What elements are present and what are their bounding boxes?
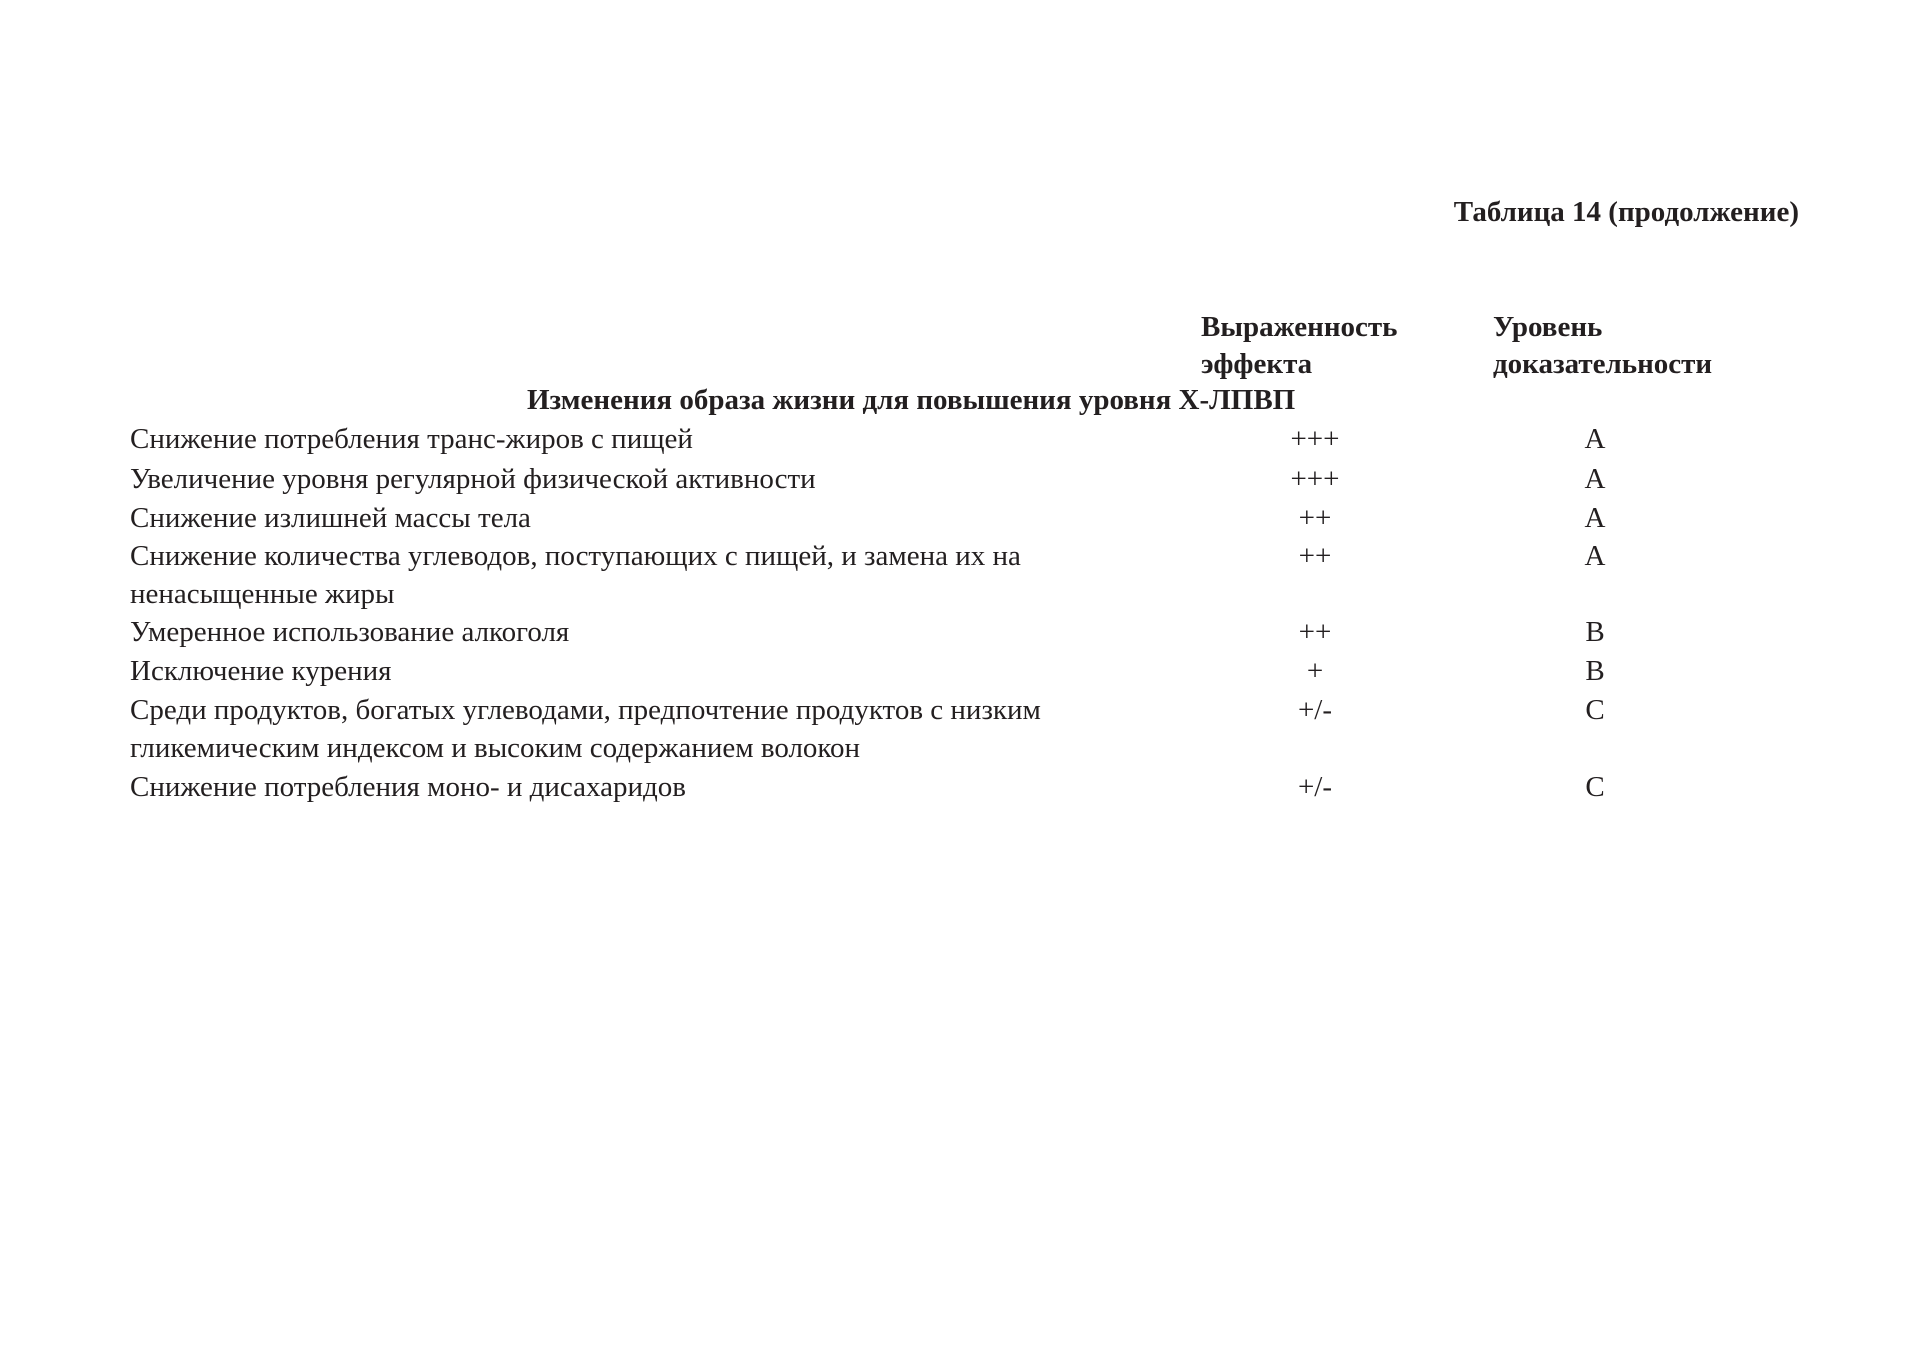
table-row	[130, 768, 1820, 807]
row-evidence: А	[1584, 540, 1606, 572]
row-effect: +/-	[1297, 694, 1333, 726]
row-evidence: А	[1584, 502, 1606, 534]
row-effect: +	[1306, 655, 1324, 687]
row-effect: +++	[1290, 423, 1340, 455]
row-evidence: А	[1584, 463, 1606, 495]
row-effect: ++	[1298, 502, 1332, 534]
row-item: Снижение количества углеводов, поступающих с пищей, и замена их на ненасыщенные жиры	[130, 540, 1021, 610]
table-row	[130, 613, 1820, 652]
row-item: Умеренное использование алкоголя	[130, 616, 570, 648]
row-item: Среди продуктов, богатых углеводами, предпочтение продуктов с низким гликемическим индексом и высоким содержанием волокон	[130, 694, 1041, 764]
row-evidence: С	[1585, 694, 1605, 726]
row-evidence: В	[1585, 616, 1605, 648]
row-effect: +/-	[1297, 771, 1333, 803]
header-evidence	[1493, 309, 1793, 383]
table-row	[130, 691, 1820, 768]
row-item: Снижение излишней массы тела	[130, 502, 531, 534]
table-row	[130, 652, 1820, 691]
row-effect: ++	[1298, 540, 1332, 572]
header-evidence-line2: доказательности	[1493, 348, 1713, 380]
row-effect: ++	[1298, 616, 1332, 648]
row-evidence: В	[1585, 655, 1605, 687]
section-title: Изменения образа жизни для повышения уровня Х-ЛПВП	[527, 384, 1296, 416]
row-effect: +++	[1290, 463, 1340, 495]
row-evidence: А	[1584, 423, 1606, 455]
header-effect-line2: эффекта	[1201, 348, 1313, 380]
table-row	[130, 420, 1820, 460]
header-effect	[1201, 309, 1461, 383]
row-item: Исключение курения	[130, 655, 392, 687]
row-item: Увеличение уровня регулярной физической активности	[130, 463, 816, 495]
table-row	[130, 460, 1820, 499]
table-body	[130, 420, 1820, 807]
header-evidence-line1: Уровень	[1493, 311, 1603, 343]
row-item: Снижение потребления транс-жиров с пищей	[130, 423, 693, 455]
row-evidence: С	[1585, 771, 1605, 803]
header-effect-line1: Выраженность	[1201, 311, 1398, 343]
row-item: Снижение потребления моно- и дисахаридов	[130, 771, 686, 803]
table-caption: Таблица 14 (продолжение)	[1453, 196, 1799, 228]
table-row	[130, 499, 1820, 537]
table-row	[130, 537, 1820, 613]
